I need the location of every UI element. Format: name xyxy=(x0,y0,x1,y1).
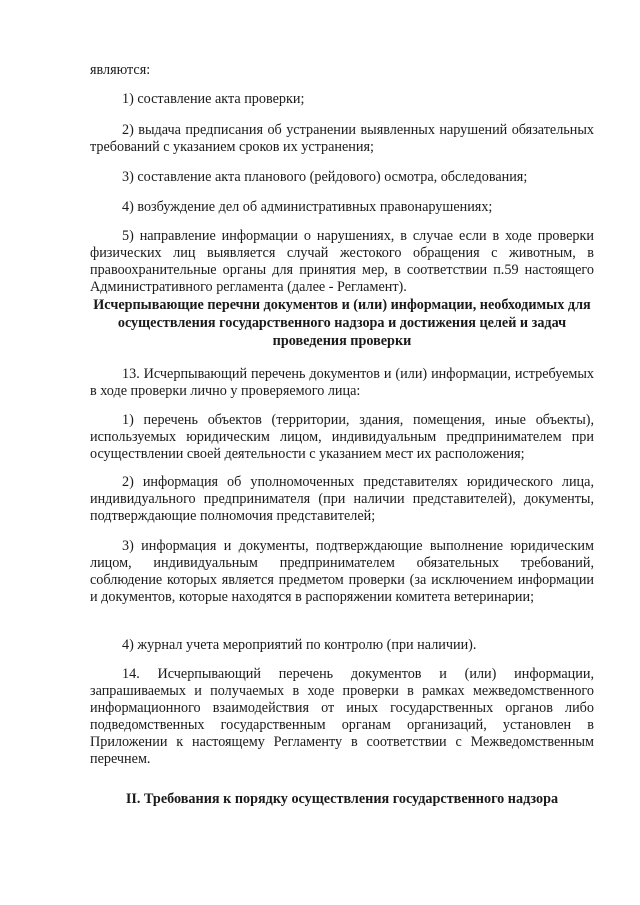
paragraph-13: 13. Исчерпывающий перечень документов и (или) информации, истребуемых в ходе проверки лично у проверяемого лица: xyxy=(90,366,594,399)
section-heading-documents: Исчерпывающие перечни документов и (или) информации, необходимых для осуществления государственного надзора и достижения целей и задач проведения проверки xyxy=(93,297,591,349)
list-item-4: 4) возбуждение дел об административных правонарушениях; xyxy=(122,199,493,215)
list-13-item-2: 2) информация об уполномоченных представителях юридического лица, индивидуального предпринимателя (при наличии представителей), документы, подтверждающие полномочия представителей; xyxy=(90,474,594,524)
list-item-5: 5) направление информации о нарушениях, в случае если в ходе проверки физических лиц выявляется случай жестокого обращения с животным, в правоохранительные органы для принятия мер, в соответствии п.59 настоящего Административного регламента (далее - Регламент). xyxy=(90,228,594,295)
section-heading-ii: II. Требования к порядку осуществления государственного надзора xyxy=(125,791,559,807)
list-13-item-1: 1) перечень объектов (территории, здания, помещения, иные объекты), используемых юридическим лицом, индивидуальным предпринимателем при осуществлении своей деятельности с указанием мест их расположения; xyxy=(90,412,594,462)
list-item-1: 1) составление акта проверки; xyxy=(122,91,305,107)
paragraph-14: 14. Исчерпывающий перечень документов и (или) информации, запрашиваемых и получаемых в ходе проверки в рамках межведомственного информационного взаимодействия от иных государственных органов либо подведомственных государственным органам организаций, установлен в Приложении к настоящему Регламенту в соответствии с Межведомственным перечнем. xyxy=(90,666,594,767)
list-13-item-4: 4) журнал учета мероприятий по контролю (при наличии). xyxy=(122,637,477,653)
list-item-2: 2) выдача предписания об устранении выявленных нарушений обязательных требований с указанием сроков их устранения; xyxy=(90,122,594,155)
list-item-3: 3) составление акта планового (рейдового) осмотра, обследования; xyxy=(122,169,528,185)
document-page xyxy=(90,0,594,905)
list-13-item-3: 3) информация и документы, подтверждающие выполнение юридическим лицом, индивидуальным предпринимателем обязательных требований, соблюдение которых является предметом проверки (за исключением информации и документов, которые находятся в распоряжении комитета ветеринарии; xyxy=(90,538,594,605)
intro-text: являются: xyxy=(90,62,151,78)
